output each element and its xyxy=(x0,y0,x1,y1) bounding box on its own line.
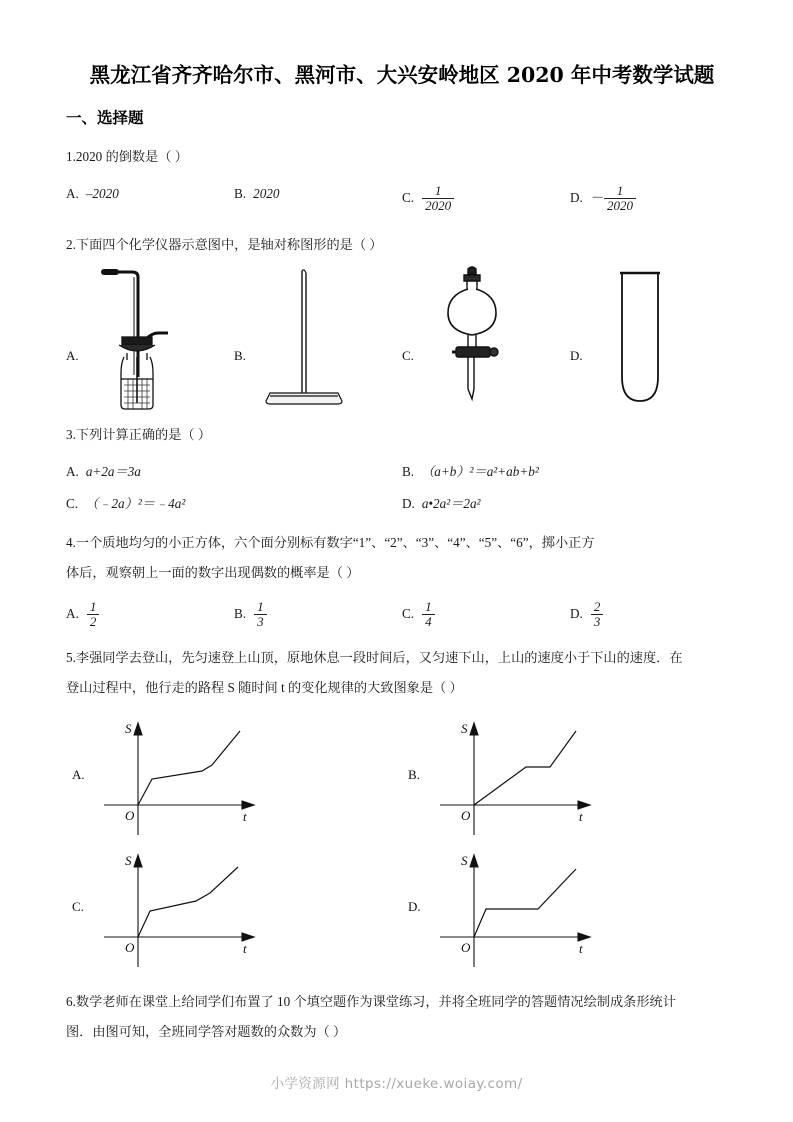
separating-funnel-icon xyxy=(430,265,522,416)
graph-d-y-axis-label: S xyxy=(461,852,468,868)
figure-option-c[interactable] xyxy=(402,266,570,416)
option-b[interactable] xyxy=(234,184,402,204)
option-a-label: A. xyxy=(66,464,79,480)
option-c[interactable] xyxy=(66,494,402,514)
option-c-value: （﹣2a）²＝﹣4a² xyxy=(85,496,186,512)
option-c-label: C. xyxy=(402,606,415,622)
fraction-numerator: 1 xyxy=(616,183,624,198)
question-5-graph-row-1 xyxy=(66,709,738,841)
fraction-numerator: 1 xyxy=(89,599,97,615)
question-4 xyxy=(66,528,738,628)
fraction-numerator: 1 xyxy=(257,599,264,615)
fraction-denominator: 2020 xyxy=(604,198,636,213)
graph-a-y-axis-label: S xyxy=(125,720,132,736)
fraction-denominator: 3 xyxy=(591,614,604,629)
fraction-denominator: 3 xyxy=(254,614,267,629)
question-6-stem-line-1: 6.数学老师在课堂上给同学们布置了 10 个填空题作为课堂练习，并将全班同学的答题情况绘制成条形统计 xyxy=(66,993,676,1009)
option-d-label: D. xyxy=(570,606,583,622)
graph-option-a[interactable] xyxy=(66,709,402,841)
option-d-fraction xyxy=(604,184,636,212)
fraction-denominator: 2 xyxy=(87,614,100,629)
gas-washing-bottle-icon xyxy=(94,265,186,416)
graph-option-c[interactable] xyxy=(66,841,402,973)
graph-option-d[interactable] xyxy=(402,841,738,973)
question-2 xyxy=(66,230,738,416)
graph-b-label: B. xyxy=(408,766,420,782)
option-b-value: （a+b）²＝a²+ab+b² xyxy=(421,464,539,480)
option-d[interactable] xyxy=(570,600,738,628)
graph-b-y-axis-label: S xyxy=(461,720,468,736)
figure-option-d[interactable] xyxy=(570,266,738,416)
question-5-graphs xyxy=(66,709,738,973)
option-a-value: –2020 xyxy=(85,186,119,201)
question-3-stem: 3.下列计算正确的是（ ） xyxy=(66,427,212,443)
question-2-stem: 2.下面四个化学仪器示意图中，是轴对称图形的是（ ） xyxy=(66,237,383,253)
graph-c-x-axis-label: t xyxy=(243,940,247,956)
option-d[interactable] xyxy=(570,184,738,212)
fraction-denominator: 4 xyxy=(422,614,435,629)
option-d-value: a•2a²＝2a² xyxy=(421,496,481,512)
option-b-label: B. xyxy=(402,464,415,480)
option-a-label: A. xyxy=(66,606,79,622)
figure-option-b[interactable] xyxy=(234,266,402,416)
question-3-options-row-1 xyxy=(66,462,738,482)
option-a-value: a+2a＝3a xyxy=(85,464,141,480)
graph-a-art xyxy=(92,713,302,844)
graph-d-origin-label: O xyxy=(461,939,471,955)
option-c[interactable] xyxy=(402,600,570,628)
graph-a-origin-label: O xyxy=(125,807,135,823)
option-a-fraction xyxy=(87,600,100,628)
graph-a-label: A. xyxy=(72,766,85,782)
watermark: 小学资源网 https://xueke.woiay.com/ xyxy=(270,1076,523,1092)
option-b[interactable] xyxy=(234,600,402,628)
page-content xyxy=(66,58,738,1047)
option-d-prefix: － xyxy=(589,190,604,206)
question-5-stem-line-2: 登山过程中，他行走的路程 S 随时间 t 的变化规律的大致图象是（ ） xyxy=(66,679,463,695)
option-b-fraction xyxy=(254,600,267,628)
section-title: 一、选择题 xyxy=(66,108,144,127)
question-4-options xyxy=(66,600,738,628)
option-d[interactable] xyxy=(402,494,738,514)
question-4-stem-line-2: 体后，观察朝上一面的数字出现偶数的概率是（ ） xyxy=(66,565,360,581)
question-5 xyxy=(66,643,738,973)
iron-stand-icon xyxy=(262,265,354,416)
graph-option-b[interactable] xyxy=(402,709,738,841)
option-d-fraction xyxy=(591,600,604,628)
option-c-fraction xyxy=(422,600,435,628)
option-b-label: B. xyxy=(234,186,247,201)
question-3 xyxy=(66,420,738,514)
graph-c-y-axis-label: S xyxy=(125,852,132,868)
fraction-numerator: 2 xyxy=(593,599,601,615)
graph-b-x-axis-label: t xyxy=(579,808,583,824)
option-c-label: C. xyxy=(402,190,415,206)
question-1-stem: 1.2020 的倒数是（ ） xyxy=(66,149,188,164)
question-1 xyxy=(66,142,738,212)
option-a[interactable] xyxy=(66,600,234,628)
option-b[interactable] xyxy=(402,462,738,482)
fraction-numerator: 1 xyxy=(425,599,432,615)
fraction-numerator: 1 xyxy=(434,183,442,198)
graph-c-label: C. xyxy=(72,898,84,914)
fraction-denominator: 2020 xyxy=(422,198,454,213)
graph-c-origin-label: O xyxy=(125,939,135,955)
option-a[interactable] xyxy=(66,184,234,204)
option-b-value: 2020 xyxy=(253,186,280,201)
figure-b-label: B. xyxy=(234,348,246,364)
option-b-label: B. xyxy=(234,606,247,622)
question-6-stem-line-2: 图．由图可知，全班同学答对题数的众数为（ ） xyxy=(66,1023,347,1039)
question-3-options-row-2 xyxy=(66,494,738,514)
graph-b-origin-label: O xyxy=(461,807,471,823)
option-c[interactable] xyxy=(402,184,570,212)
option-a[interactable] xyxy=(66,462,402,482)
figure-option-a[interactable] xyxy=(66,266,234,416)
graph-b-art xyxy=(428,713,638,844)
question-5-stem-line-1: 5.李强同学去登山，先匀速登上山顶，原地休息一段时间后，又匀速下山，上山的速度小于下山的速度．在 xyxy=(66,649,683,665)
option-a-label: A. xyxy=(66,186,79,201)
test-tube-icon xyxy=(598,265,690,416)
graph-d-x-axis-label: t xyxy=(579,940,583,956)
figure-d-label: D. xyxy=(570,348,583,364)
question-5-graph-row-2 xyxy=(66,841,738,973)
graph-d-art xyxy=(428,845,638,976)
figure-c-label: C. xyxy=(402,348,414,364)
question-4-stem-line-1: 4.一个质地均匀的小正方体，六个面分别标有数字“1”、“2”、“3”、“4”、“5”、“6”，掷小正方 xyxy=(66,535,595,551)
graph-c-art xyxy=(92,845,302,976)
page-title: 黑龙江省齐齐哈尔市、黑河市、大兴安岭地区 2020 年中考数学试题 xyxy=(89,63,715,87)
option-d-label: D. xyxy=(570,190,583,206)
question-1-options xyxy=(66,184,738,212)
option-d-label: D. xyxy=(402,496,415,512)
graph-a-x-axis-label: t xyxy=(243,808,247,824)
option-c-label: C. xyxy=(66,496,79,512)
question-6 xyxy=(66,987,738,1047)
graph-d-label: D. xyxy=(408,898,421,914)
option-c-fraction xyxy=(422,184,454,212)
question-2-figures xyxy=(66,266,738,416)
figure-a-label: A. xyxy=(66,348,79,364)
